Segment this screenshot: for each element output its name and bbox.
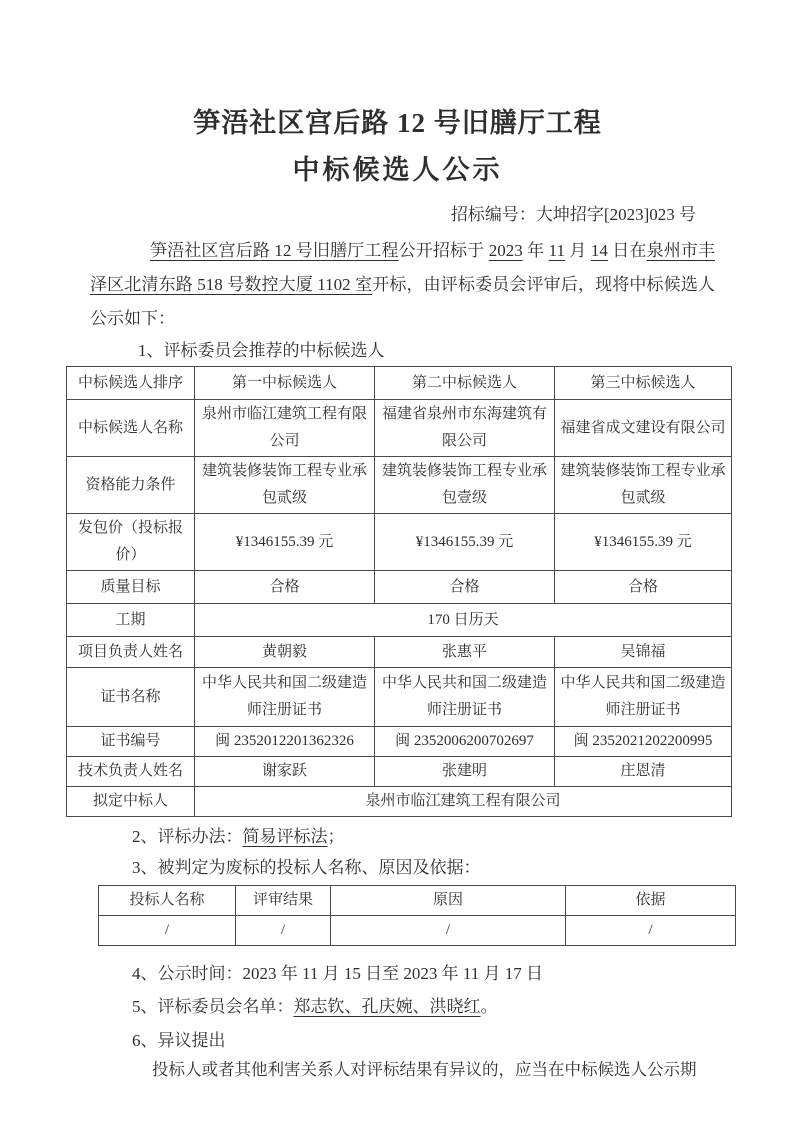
table-cell: 第三中标候选人 [555, 367, 732, 400]
table-row-technical-lead [67, 757, 732, 787]
row-label: 资格能力条件 [67, 457, 195, 514]
section-5-text: 5、评标委员会名单： [132, 997, 294, 1016]
table-row-quality [67, 571, 732, 604]
table-cell: 中华人民共和国二级建造师注册证书 [375, 668, 555, 727]
table-cell: 第二中标候选人 [375, 367, 555, 400]
table-cell: 福建省成文建设有限公司 [555, 400, 732, 457]
bid-number-line: 招标编号：大坤招字[2023]023 号 [450, 205, 696, 224]
section-1-heading: 1、评标委员会推荐的中标候选人 [138, 341, 385, 360]
objection-paragraph: 投标人或者其他利害关系人对评标结果有异议的，应当在中标候选人公示期 [152, 1060, 697, 1079]
table-cell: 黄朝毅 [195, 637, 375, 668]
table-cell: 吴锦福 [555, 637, 732, 668]
table-cell: 合格 [555, 571, 732, 604]
table-cell-span: 泉州市临江建筑工程有限公司 [195, 787, 732, 817]
committee-names: 郑志钦、孔庆婉、洪晓红 [293, 997, 481, 1016]
row-label: 质量目标 [67, 571, 195, 604]
intro-text: 日在 [607, 241, 647, 260]
table-row-certificate-name [67, 668, 732, 727]
row-label: 证书名称 [67, 668, 195, 727]
section-5-heading [132, 996, 795, 1018]
table-cell: 建筑装修装饰工程专业承包壹级 [375, 457, 555, 514]
row-label: 项目负责人姓名 [67, 637, 195, 668]
row-label: 中标候选人名称 [67, 400, 195, 457]
table-cell: / [331, 916, 566, 946]
column-header: 评审结果 [236, 886, 331, 916]
table-row [99, 916, 736, 946]
table-row-certificate-number [67, 727, 732, 757]
row-label: 工期 [67, 604, 195, 637]
table-cell: 闽 2352021202200995 [555, 727, 732, 757]
section-2-heading [132, 826, 795, 848]
table-cell: 张惠平 [375, 637, 555, 668]
document-title-line2: 中标候选人公示 [292, 155, 503, 185]
table-row-qualification [67, 457, 732, 514]
table-header-row [99, 886, 736, 916]
table-row-duration [67, 604, 732, 637]
table-cell: / [566, 916, 736, 946]
table-cell: 中华人民共和国二级建造师注册证书 [195, 668, 375, 727]
table-cell: ¥1346155.39 元 [195, 514, 375, 571]
intro-month: 11 [548, 241, 565, 260]
section-3-heading: 3、被判定为废标的投标人名称、原因及依据： [132, 858, 481, 877]
intro-paragraph [90, 234, 715, 336]
table-cell: ¥1346155.39 元 [375, 514, 555, 571]
section-4-heading: 4、公示时间：2023 年 11 月 15 日至 2023 年 11 月 17 日 [132, 964, 543, 983]
table-row-candidate-name [67, 400, 732, 457]
table-cell: 闽 2352006200702697 [375, 727, 555, 757]
table-row-price [67, 514, 732, 571]
table-cell: 庄恩清 [555, 757, 732, 787]
table-cell: 闽 2352012201362326 [195, 727, 375, 757]
table-cell: 泉州市临江建筑工程有限公司 [195, 400, 375, 457]
table-cell: 谢家跃 [195, 757, 375, 787]
table-cell: ¥1346155.39 元 [555, 514, 732, 571]
table-row-rank [67, 367, 732, 400]
table-cell: 合格 [375, 571, 555, 604]
intro-day: 14 [590, 241, 608, 260]
rejected-bids-table [98, 885, 736, 946]
table-cell: 福建省泉州市东海建筑有限公司 [375, 400, 555, 457]
intro-address: 泉州市丰泽区北清东路 518 号数控大厦 1102 室 [90, 241, 716, 294]
intro-text: 月 [565, 241, 591, 260]
table-cell: 中华人民共和国二级建造师注册证书 [555, 668, 732, 727]
intro-text: 公开招标于 [398, 241, 489, 260]
evaluation-method: 简易评标法 [242, 827, 328, 846]
row-label: 证书编号 [67, 727, 195, 757]
column-header: 原因 [331, 886, 566, 916]
candidates-table [66, 366, 732, 817]
table-cell: 合格 [195, 571, 375, 604]
row-label: 技术负责人姓名 [67, 757, 195, 787]
row-label: 拟定中标人 [67, 787, 195, 817]
table-cell: 第一中标候选人 [195, 367, 375, 400]
row-label: 中标候选人排序 [67, 367, 195, 400]
table-cell: 建筑装修装饰工程专业承包贰级 [555, 457, 732, 514]
section-2-text: 2、评标办法： [132, 827, 243, 846]
intro-project-name: 笋浯社区宫后路 12 号旧膳厅工程 [150, 241, 399, 260]
table-cell: / [236, 916, 331, 946]
document-title-line1: 笋浯社区宫后路 12 号旧膳厅工程 [193, 108, 602, 138]
table-cell-span: 170 日历天 [195, 604, 732, 637]
column-header: 依据 [566, 886, 736, 916]
table-cell: / [99, 916, 236, 946]
table-cell: 建筑装修装饰工程专业承包贰级 [195, 457, 375, 514]
column-header: 投标人名称 [99, 886, 236, 916]
row-label: 发包价（投标报价） [67, 514, 195, 571]
table-row-project-manager [67, 637, 732, 668]
table-cell: 张建明 [375, 757, 555, 787]
section-2-text: ； [327, 827, 345, 846]
section-5-text: 。 [480, 997, 498, 1016]
intro-text: 开标，由评标委员会评审后，现将中标候选人公示如下： [90, 275, 716, 328]
table-row-proposed-winner [67, 787, 732, 817]
intro-text: 年 [522, 241, 549, 260]
section-6-heading: 6、异议提出 [132, 1031, 226, 1050]
intro-year: 2023 [488, 241, 523, 260]
